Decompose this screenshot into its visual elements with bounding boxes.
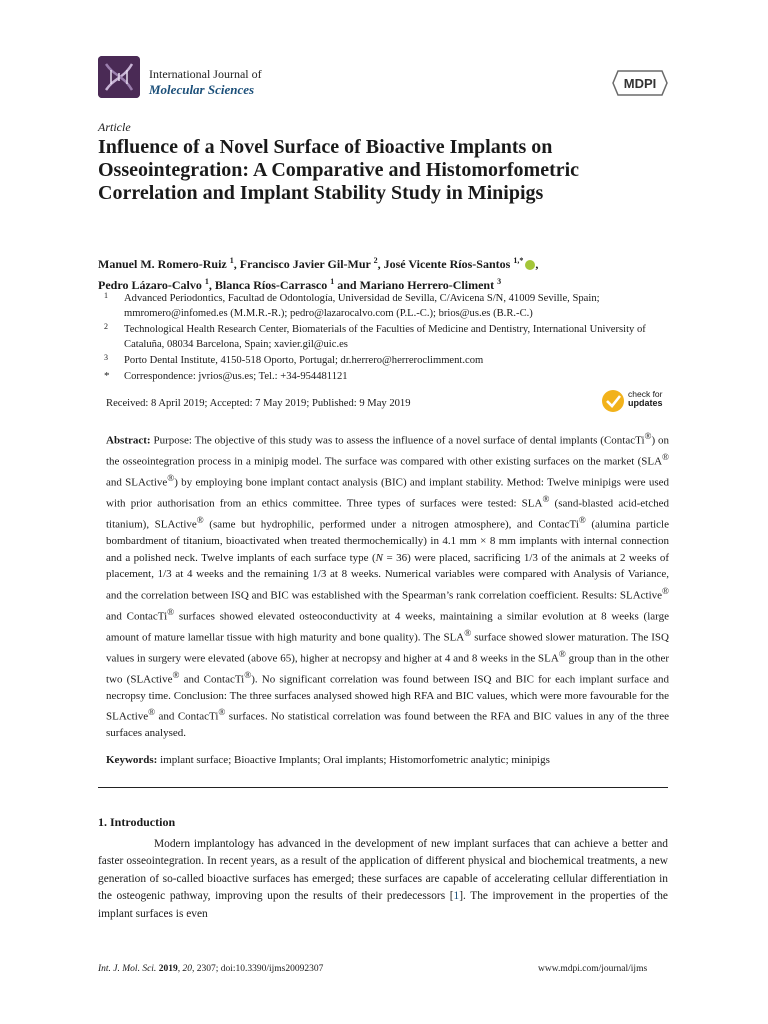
author-affiliation-mark: 1,* (513, 256, 524, 265)
author-name: Francisco Javier Gil-Mur (239, 257, 371, 271)
article-type: Article (98, 120, 131, 134)
section-heading-introduction: 1. Introduction (98, 815, 176, 829)
author-affiliation-mark: 3 (497, 277, 502, 286)
check-for-updates-text[interactable] (628, 390, 663, 408)
affiliation-text: Advanced Periodontics, Facultad de Odontología, Universidad de Sevilla, C/Avicena S/N, 41009 Seville, Spain; mmromero@infomed.es (M.M.R.-R.); pedro@lazarocalvo.com (P.L.-C.); brios@us.es (B.R.-C.) (124, 293, 600, 319)
mdpi-logo[interactable] (612, 70, 668, 96)
affiliation-item (98, 353, 688, 368)
author-affiliation-mark: 1 (330, 277, 335, 286)
publication-dates: Received: 8 April 2019; Accepted: 7 May 2019; Published: 9 May 2019 (106, 398, 411, 409)
mdpi-logo-text: MDPI (623, 76, 657, 91)
abstract: Abstract: Purpose: The objective of this study was to assess the influence of a novel surface of dental implants (ContacTi®) on the osseointegration process in a minipig model. The surface was compared with other existing surfaces on the market (SLA® and SLActive®) by employing bone implant contact analysis (BIC) and implant stability. Method: Twelve minipigs were used with prior authorisation from an ethics committee. Three types of surfaces were tested: SLA® (sand-blasted acid-etched titanium), SLActive® (same but hydrophilic, performed under a nitrogen atmosphere), and ContacTi® (alumina particle bombardment of titanium, bioactivated when treated thermochemically) in 4.1 mm × 8 mm implants with internal connection and a polished neck. Twelve implants of each surface type (N = 36) were placed, sacrificing 1/3 of the animals at 2 weeks of placement, 1/3 at 4 weeks and the remaining 1/3 at 8 weeks. Numerical variables were compared with Analysis of Variance, and the correlation between ISQ and BIC was established with the Spearman’s rank correlation coefficient. Results: SLActive® and ContacTi® surfaces showed elevated osteoconductivity at 4 weeks, maintaining a similar evolution at 8 weeks (large amount of mature lamellar tissue with high maturity and bone quality). The SLA® surface showed slower maturation. The ISQ values in surgery were elevated (above 65), higher at necropsy and higher at 4 and 8 weeks in the SLA® group than in the other two (SLActive® and ContacTi®). No significant correlation was found between ISQ and BIC for each implant surface and necropsy time. Conclusion: The three surfaces analysed showed high RFA and BIC values, which were more favourable for the SLActive® and ContacTi® surfaces. No statistical correlation was found between the RFA and BIC values in any of the three surfaces analysed. (106, 431, 670, 740)
correspondence-item (98, 369, 688, 384)
section-divider (98, 787, 668, 788)
journal-name-line2: Molecular Sciences (149, 82, 255, 97)
author-name: Manuel M. Romero-Ruiz (98, 257, 227, 271)
footer-journal-url[interactable]: www.mdpi.com/journal/ijms (538, 964, 648, 974)
affiliation-mark: 1 (104, 291, 108, 300)
affiliation-mark: 2 (104, 322, 108, 331)
affiliation-item (98, 322, 688, 352)
affiliation-text: Technological Health Research Center, Biomaterials of the Faculties of Medicine and Dentistry, International University of Cataluña, 08034 Barcelona, Spain; xavier.gil@uic.es (124, 324, 646, 350)
author-affiliation-mark: 1 (204, 277, 209, 286)
abstract-label: Abstract: (106, 434, 151, 447)
keywords-label: Keywords: (106, 754, 158, 766)
journal-name (149, 66, 262, 98)
author-name: José Vicente Ríos-Santos (383, 257, 511, 271)
citation-link[interactable]: 1 (453, 890, 460, 903)
article-title: Influence of a Novel Surface of Bioactive Implants on Osseointegration: A Comparative and Histomorfometric Correlation and Implant Stability Study in Minipigs (98, 136, 580, 204)
check-for-updates-line2: updates (628, 398, 663, 408)
introduction-paragraph: Modern implantology has advanced in the development of new implant surfaces that can achieve a better and faster osseointegration. In recent years, as a result of the application of different physical and biochemical treatments, a new generation of so-called bioactive surfaces has emerged; these surfaces are capable of accelerating cellular differentiation in the osteogenic pathway, improving upon the results of their predecessors [1]. The improvement in the properties of the implant surfaces is even (98, 838, 668, 920)
keywords (106, 752, 669, 768)
author-list: Manuel M. Romero-Ruiz $^1$, Francisco Javier Gil-Mur $^2$, José Vicente Ríos-Santos $^{1,*}$ , Pedro Lázaro-Calvo $^1$, Blanca Ríos-Carrasco $^1$ and Mariano Herrero-Climent $^3$ (98, 256, 539, 292)
keywords-text: implant surface; Bioactive Implants; Oral implants; Histomorfometric analytic; minipigs (157, 754, 550, 766)
affiliation-text: Porto Dental Institute, 4150-518 Oporto, Portugal; dr.herrero@herreroclimment.com (124, 355, 484, 366)
affiliation-mark: 3 (104, 353, 108, 362)
author-affiliation-mark: 1 (229, 256, 234, 265)
correspondence-text: Correspondence: jvrios@us.es; Tel.: +34-954481121 (124, 371, 348, 382)
correspondence-mark: * (104, 370, 110, 382)
journal-name-line1: International Journal of (149, 67, 262, 81)
footer-citation: Int. J. Mol. Sci. 2019, 20, 2307; doi:10.3390/ijms20092307 (98, 964, 324, 974)
author-name: Blanca Ríos-Carrasco (214, 278, 328, 292)
orcid-icon[interactable] (525, 260, 535, 270)
affiliation-list (98, 291, 688, 385)
check-for-updates-line1: check for (628, 389, 663, 399)
dna-helix-icon (98, 56, 140, 98)
journal-logo (98, 56, 140, 98)
author-affiliation-mark: 2 (373, 256, 378, 265)
affiliation-item (98, 291, 688, 321)
author-name: Mariano Herrero-Climent (359, 278, 495, 292)
author-name: Pedro Lázaro-Calvo (98, 278, 202, 292)
